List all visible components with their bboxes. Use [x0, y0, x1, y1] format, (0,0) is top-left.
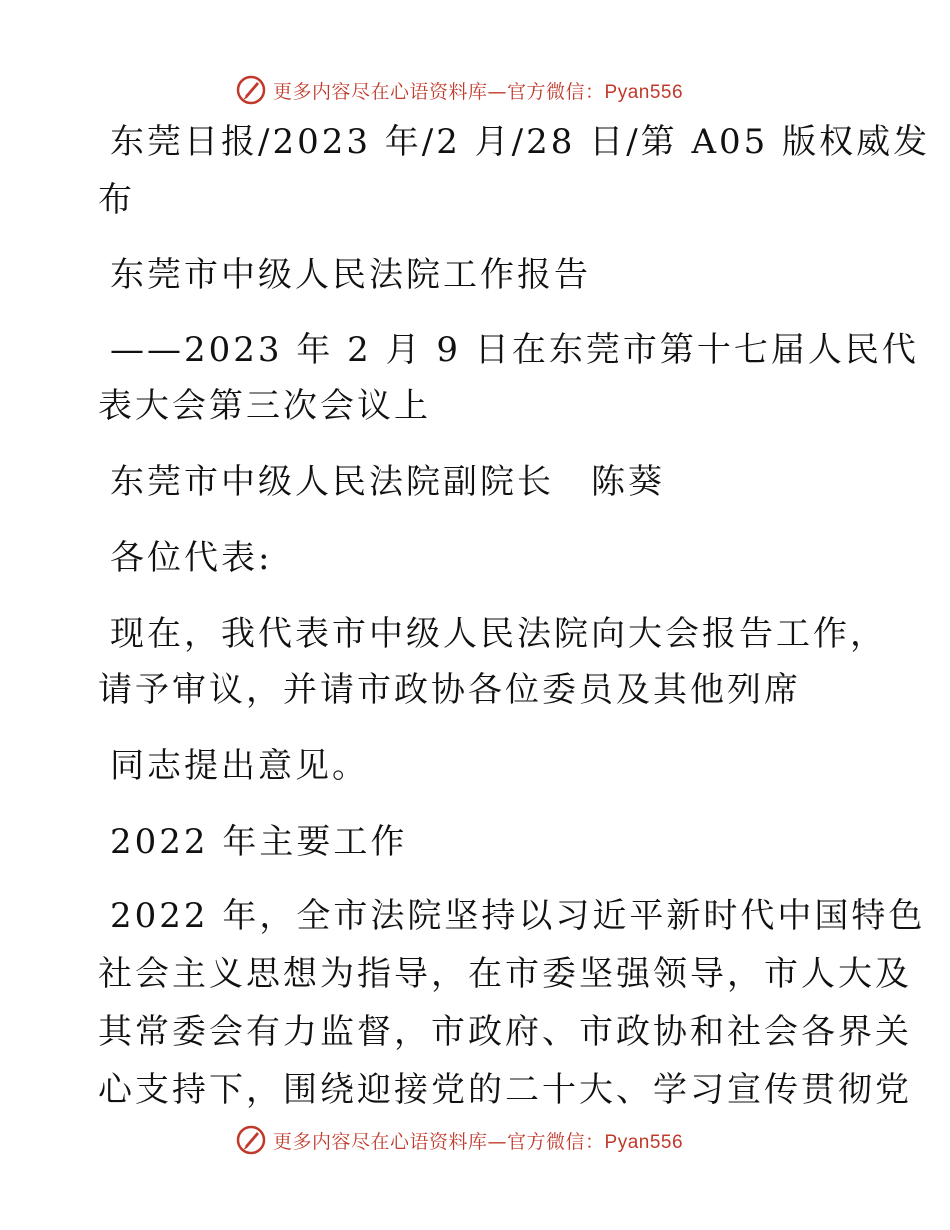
text-line: 社会主义思想为指导，在市委坚强领导，市人大及 — [98, 954, 912, 994]
watermark-separator: — — [487, 80, 508, 103]
watermark-separator: — — [487, 1130, 508, 1153]
watermark-footer — [235, 1122, 755, 1158]
text-line: 2022 年，全市法院坚持以习近平新时代中国特色 — [110, 896, 926, 936]
watermark-prefix: 更多内容尽在心语资料库 — [273, 80, 488, 103]
text-line: ——2023 年 2 月 9 日在东莞市第十七届人民代 — [110, 330, 919, 370]
text-line: 东莞日报/2023 年/2 月/28 日/第 A05 版权威发 — [110, 122, 931, 162]
text-line: 布 — [98, 180, 135, 220]
text-line: 现在，我代表市中级人民法院向大会报告工作， — [110, 614, 887, 654]
watermark-text — [273, 77, 683, 104]
watermark-text — [273, 1127, 683, 1154]
watermark-id: Pyan556 — [604, 81, 684, 103]
text-line: 东莞市中级人民法院副院长 陈葵 — [110, 462, 665, 502]
watermark-suffix: 官方微信： — [507, 80, 605, 103]
text-line: 同志提出意见。 — [110, 746, 369, 786]
text-line: 2022 年主要工作 — [110, 822, 408, 862]
watermark-id: Pyan556 — [604, 1131, 684, 1153]
text-line: 各位代表: — [110, 538, 273, 578]
text-line: 心支持下，围绕迎接党的二十大、学习宣传贯彻党 — [98, 1070, 912, 1110]
text-line: 请予审议，并请市政协各位委员及其他列席 — [98, 670, 801, 710]
watermark-suffix: 官方微信： — [507, 1130, 605, 1153]
quill-seal-icon — [235, 1124, 267, 1156]
quill-seal-icon — [235, 74, 267, 106]
watermark-header — [235, 72, 755, 108]
watermark-prefix: 更多内容尽在心语资料库 — [273, 1130, 488, 1153]
text-line: 其常委会有力监督，市政府、市政协和社会各界关 — [98, 1012, 912, 1052]
text-line: 表大会第三次会议上 — [98, 386, 431, 426]
text-line: 东莞市中级人民法院工作报告 — [110, 255, 591, 295]
